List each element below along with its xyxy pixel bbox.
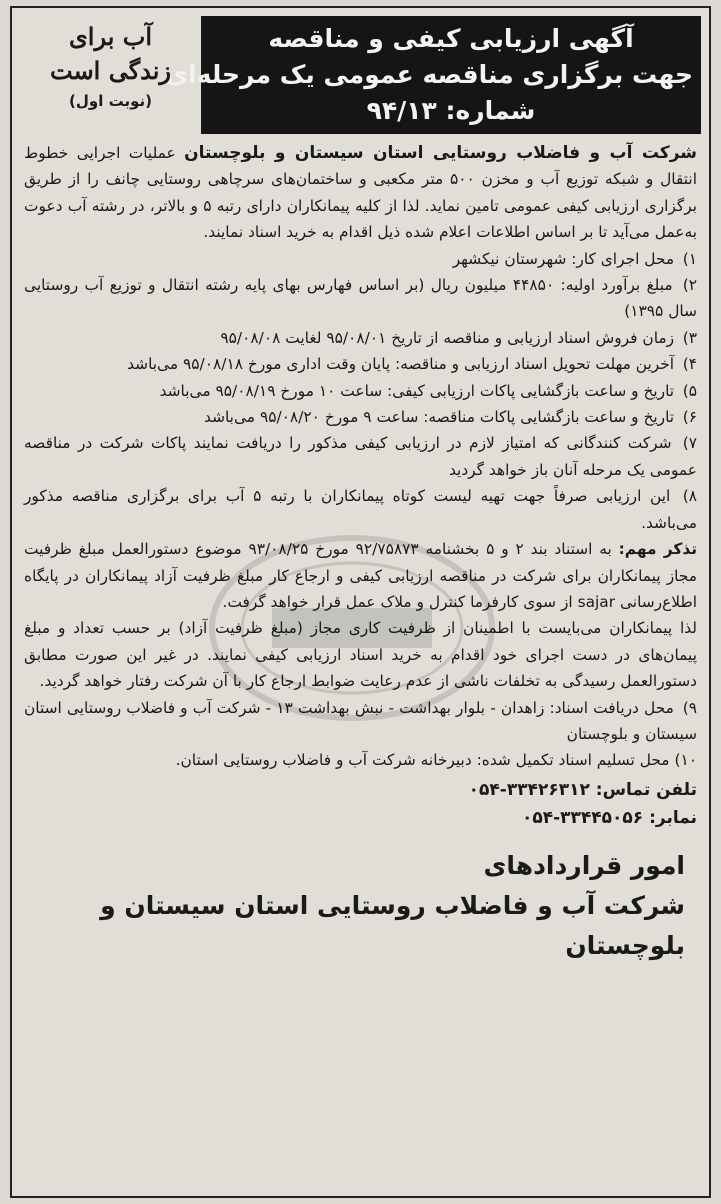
phone-number: ۰۵۴-۳۳۴۲۶۳۱۲ (468, 779, 590, 800)
note-paragraph-2: لذا پیمانکاران می‌بایست با اطمینان از ظرفیت کاری مجاز (مبلغ ظرفیت آزاد) بر حسب تعداد و مبلغ پیمان‌های در دست اجرای خود اقدام به خرید اسناد ارزیابی کیفی نمایند. در غیر این صورت مطابق دستورالعمل رسیدگی به تخلفات ناشی از عدم رعایت ضوابط ارجاع کار با آن شرکت رفتار خواهد گردید. (24, 619, 697, 691)
round-label: (نوبت اول) (69, 92, 152, 110)
header (12, 8, 709, 138)
phone-label: تلفن تماس: (595, 779, 697, 800)
title-line-2: جهت برگزاری مناقصه عمومی یک مرحله‌ای (165, 60, 693, 89)
tender-number: شماره: ۹۴/۱۳ (366, 96, 536, 125)
phone-line (24, 776, 697, 804)
title-line-1: آگهی ارزیابی کیفی و مناقصه (268, 24, 634, 53)
intro-text: عملیات اجرایی خطوط انتقال و شبکه توزیع آب و مخزن ۵۰۰ متر مکعبی و ساختمان‌های سرچاهی روستایی چانف را از طریق برگزاری ارزیابی کیفی عمومی تامین نماید. لذا از کلیه پیمانکاران دارای رتبه ۵ و بالاتر، در رشته آب دعوت به‌عمل می‌آید تا بر اساس اطلاعات اعلام شده ذیل اقدام به خرید اسناد نمایند. (24, 144, 697, 242)
intro-paragraph (24, 140, 697, 246)
list-item: ۱) محل اجرای کار: شهرستان نیکشهر (452, 249, 697, 268)
fax-label: نمابر: (649, 807, 697, 828)
fax-line (24, 804, 697, 832)
slogan-line-2: زندگی است (50, 56, 171, 85)
note-text-1: به استناد بند ۲ و ۵ بخشنامه ۹۲/۷۵۸۷۳ مورخ ۹۳/۰۸/۲۵ موضوع دستورالعمل مبلغ ظرفیت مجاز پیمانکاران برای شرکت در مناقصه ارزیابی کیفی و ارجاع کار مبلغ ظرفیت آزاد پیمانکاران در پایگاه اطلاع‌رسانی sajar از سوی کارفرما کنترل و ملاک عمل قرار خواهد گرفت. (24, 540, 697, 611)
list-item: ۷) شرکت کنندگانی که امتیاز لازم در ارزیابی کیفی مذکور را دریافت نمایند پاکات شرکت در مناقصه عمومی یک مرحله آنان باز خواهد گردید (24, 434, 697, 479)
ad-body (12, 138, 709, 966)
signature-block (24, 846, 697, 966)
list-item: ۹) محل دریافت اسناد: زاهدان - بلوار بهداشت - نبش بهداشت ۱۳ - شرکت آب و فاضلاب روستایی استان سیستان و بلوچستان (24, 698, 698, 743)
title-box (165, 16, 701, 134)
list-item: ۵) تاریخ و ساعت بازگشایی پاکات ارزیابی کیفی: ساعت ۱۰ مورخ ۹۵/۰۸/۱۹ می‌باشد (159, 381, 697, 400)
list-item: ۳) زمان فروش اسناد ارزیابی و مناقصه از تاریخ ۹۵/۰۸/۰۱ لغایت ۹۵/۰۸/۰۸ (220, 328, 697, 347)
list-item: ۸) این ارزیابی صرفاً جهت تهیه لیست کوتاه پیمانکاران با رتبه ۵ آب برای برگزاری مناقصه مذکور می‌باشد. (24, 487, 697, 532)
signature-line-1: امور قراردادهای (483, 850, 685, 880)
list-item: ۶) تاریخ و ساعت بازگشایی پاکات مناقصه: ساعت ۹ مورخ ۹۵/۰۸/۲۰ می‌باشد (204, 408, 697, 427)
important-note (24, 536, 697, 615)
advertisement-frame (10, 6, 711, 1198)
contact-block (24, 776, 697, 832)
signature-line-2: شرکت آب و فاضلاب روستایی استان سیستان و بلوچستان (100, 890, 685, 960)
slogan-box (20, 16, 201, 138)
note-label: تذکر مهم: (618, 540, 698, 559)
slogan-line-1: آب برای (69, 22, 152, 51)
fax-number: ۰۵۴-۳۳۴۴۵۰۵۶ (521, 807, 644, 828)
list-item: ۴) آخرین مهلت تحویل اسناد ارزیابی و مناقصه: پایان وقت اداری مورخ ۹۵/۰۸/۱۸ می‌باشد (127, 355, 697, 374)
list-item: ۲) مبلغ برآورد اولیه: ۴۴۸۵۰ میلیون ریال (بر اساس فهارس بهای پایه رشته انتقال و توزیع آب روستایی سال ۱۳۹۵) (24, 276, 697, 321)
company-name: شرکت آب و فاضلاب روستایی استان سیستان و بلوچستان (184, 143, 697, 163)
list-item: ۱۰) محل تسلیم اسناد تکمیل شده: دبیرخانه شرکت آب و فاضلاب روستایی استان. (175, 751, 697, 770)
